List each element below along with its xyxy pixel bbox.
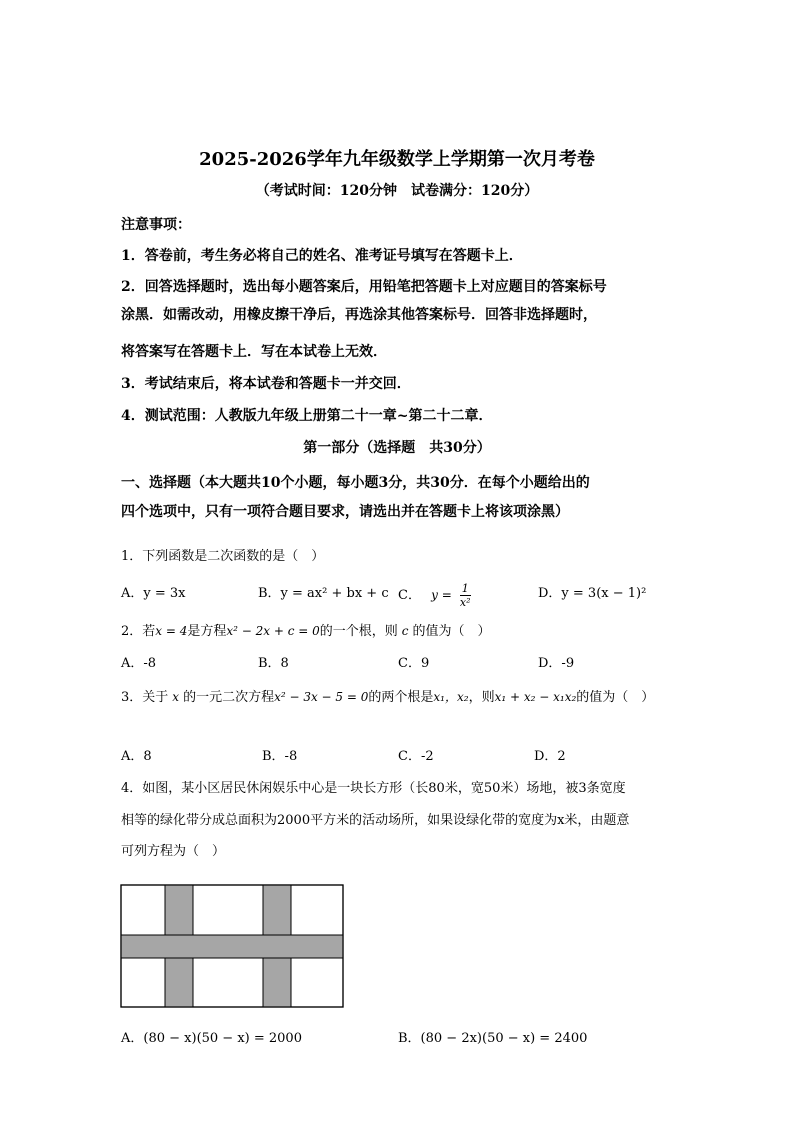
- question-3-option-a: A．8: [121, 749, 152, 764]
- q2-part-a: 2．若: [121, 624, 156, 639]
- notice-item-2-cont: 涂黑．如需改动，用橡皮擦干净后，再选涂其他答案标号．回答非选择题时，: [121, 307, 597, 323]
- notice-item-2: 2．回答选择题时，选出每小题答案后，用铅笔把答题卡上对应题目的答案标号: [121, 279, 607, 295]
- fraction: [460, 582, 471, 609]
- question-1-stem: 1．下列函数是二次函数的是（ ）: [121, 549, 325, 564]
- green-belt-horizontal: [121, 935, 343, 958]
- notice-item-4: 4．测试范围：人教版九年级上册第二十一章~第二十二章．: [121, 408, 493, 424]
- q3-math-equation: x² − 3x − 5 = 0: [274, 690, 369, 704]
- q3-part-c: 的一元二次方程: [183, 690, 275, 705]
- question-4-option-a: A．(80 − x)(50 − x) = 2000: [121, 1031, 302, 1046]
- notice-item-1: 1．答卷前，考生务必将自己的姓名、准考证号填写在答题卡上．: [121, 248, 523, 264]
- part-one-heading: 第一部分（选择题 共30分）: [303, 440, 491, 456]
- q3-part-a: 3．关于: [121, 690, 169, 705]
- exam-info: （考试时间：120分钟 试卷满分：120分）: [255, 183, 539, 199]
- question-2-option-d: D．-9: [538, 656, 575, 671]
- fraction-denominator: x²: [459, 596, 471, 609]
- q3-math-x: x: [172, 690, 180, 704]
- question-3-option-d: D．2: [534, 749, 566, 764]
- fraction-numerator: 1: [461, 582, 469, 595]
- q3-part-i: 的值为（ ）: [576, 690, 655, 705]
- question-2-stem: [121, 620, 491, 639]
- question-2-option-a: A．-8: [121, 656, 157, 671]
- question-4-line-1: 4．如图，某小区居民休闲娱乐中心是一块长方形（长80米，宽50米）场地，被3条宽度: [121, 781, 626, 796]
- park-diagram: [120, 884, 346, 1010]
- question-2-option-b: B．8: [258, 656, 289, 671]
- q3-part-e: 的两个根是: [368, 690, 434, 705]
- question-4-line-3: 可列方程为（ ）: [121, 844, 226, 859]
- q3-math-expression: x₁ + x₂ − x₁x₂: [494, 690, 577, 704]
- question-2-option-c: C．9: [398, 656, 430, 671]
- question-1-option-b: B．y = ax² + bx + c: [258, 586, 389, 601]
- question-1-option-d: D．y = 3(x − 1)²: [538, 586, 647, 601]
- question-3-option-b: B．-8: [262, 749, 298, 764]
- notice-heading: 注意事项：: [121, 217, 191, 233]
- question-1-option-c: [398, 582, 471, 609]
- option-c-label: C．: [398, 588, 421, 603]
- q2-math-equation: x² − 2x + c = 0: [226, 624, 320, 638]
- q2-part-g: 的值为（ ）: [412, 624, 491, 639]
- q3-part-g: ，则: [468, 690, 495, 705]
- section-heading-line-2: 四个选项中，只有一项符合题目要求，请选出并在答题卡上将该项涂黑）: [121, 504, 569, 520]
- question-3-stem: [121, 686, 654, 705]
- q2-part-e: 的一个根，则: [319, 624, 398, 639]
- notice-item-2-cont2: 将答案写在答题卡上．写在本试卷上无效．: [121, 344, 387, 360]
- notice-item-3: 3．考试结束后，将本试卷和答题卡一并交回．: [121, 376, 411, 392]
- page-title: 2025-2026学年九年级数学上学期第一次月考卷: [199, 149, 595, 170]
- section-heading-line-1: 一、选择题（本大题共10个小题，每小题3分，共30分．在每个小题给出的: [121, 475, 590, 491]
- question-3-option-c: C．-2: [398, 749, 434, 764]
- q2-math-c: c: [401, 624, 409, 638]
- question-1-option-a: A．y = 3x: [121, 586, 186, 601]
- question-4-option-b: B．(80 − 2x)(50 − x) = 2400: [398, 1031, 588, 1046]
- option-c-lhs: y =: [431, 588, 452, 602]
- q3-math-roots: x₁，x₂: [433, 690, 469, 704]
- q2-math-root: x = 4: [155, 624, 188, 638]
- question-4-line-2: 相等的绿化带分成总面积为2000平方米的活动场所，如果设绿化带的宽度为x米，由题意: [121, 813, 630, 828]
- q2-part-c: 是方程: [187, 624, 227, 639]
